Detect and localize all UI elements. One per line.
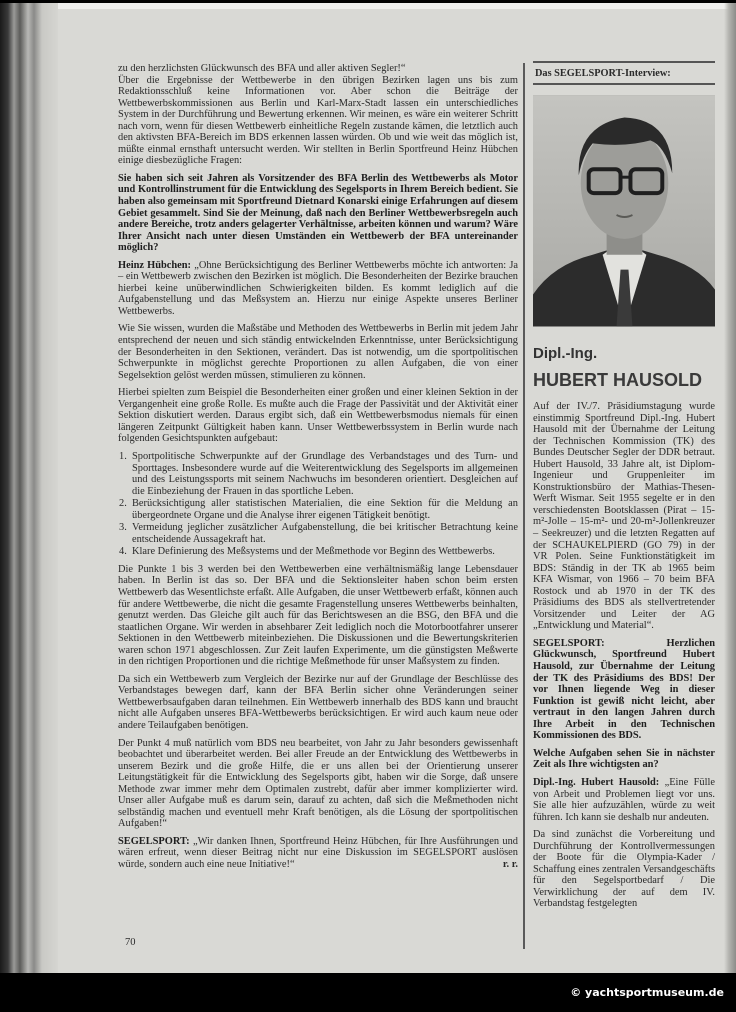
closing-paragraph xyxy=(118,836,518,871)
magazine-page xyxy=(0,3,736,973)
list-text: Vermeidung jeglicher zusätzlicher Aufgabenstellung, die bei kritischer Betrachtung keine entscheidende Aussagekraft hat. xyxy=(132,522,518,545)
person-name: HUBERT HAUSOLD xyxy=(533,370,702,390)
interview-question xyxy=(533,748,715,771)
interview-question xyxy=(118,173,518,254)
list-text: Sportpolitische Schwerpunkte auf der Grundlage des Verbandstages und des Turn- und Sporttages. Insbesondere wurde auf die Weiterentwicklung des Segelsports im allgemeinen und des Leistungssports mit seinem Nachwuchs im besonderen orientiert. Desgleichen auf die Einbeziehung der Frauen in das sportliche Leben. xyxy=(132,450,518,497)
list-item xyxy=(118,522,518,545)
answer-paragraph: Da sich ein Wettbewerb zum Vergleich der Bezirke nur auf der Grundlage der Beschlüsse des Verbandstages bewegen darf, kann der BFA Berlin sicher ohne Veränderungen seiner Wettbewerbsaufgaben daran teilnehmen. Ein Wettbewerb innerhalb des BDS kann und braucht nicht alle Aufgaben unseres BFA-Wettbewerbs berücksichtigen. Er wird auch kaum neue oder andere Teilaufgaben benötigen. xyxy=(118,673,518,731)
answer-paragraph: Die Punkte 1 bis 3 werden bei den Wettbewerben eine verhältnismäßig lange Lebensdauer haben. In Berlin ist das so. Der BFA und die Sektionsleiter haben schon beim ersten Wettbewerb das Wesentlichste erfaßt. Alle Aufgaben, die unser Wettbewerb erfaßt, können auch für andere Wettbewerbe, die nicht die gesamte Fragenstellung unseres Wettbewerbs beinhalten, genutzt werden. Das Gleiche gilt auch für das Berichtswesen an die BSG, den BFA und die staatlichen Organe. Wir werden in absehbarer Zeit lediglich noch die Motorbootfahrer unserer Sektionen in den Wettbewerb miteinbeziehen. Die Diskussionen und die Bewertungskriterien waren schon 1971 abgeschlossen. Zur Zeit laufen Experimente, um die günstigsten Meßwerte in den richtigen Proportionen und die richtige Meßmethode für unser Maßsystem zu finden. xyxy=(118,563,518,668)
answer-paragraph: Hierbei spielten zum Beispiel die Besonderheiten einer großen und einer kleinen Sektion in der Vergangenheit eine große Rolle. Es mußte auch die Frage der Passivität und der Aktivität einer Sektion diskutiert werden. Daraus ergibt sich, daß ein Wettbewerbsmodus niemals für einen längeren Zeitpunkt Gültigkeit haben kann. Unser Wettbewerbssystem in Berlin wurde nach folgenden Gesichtspunkten aufgebaut: xyxy=(118,387,518,445)
copyright-watermark: © yachtsportmuseum.de xyxy=(570,986,724,999)
closing-text: „Wir danken Ihnen, Sportfreund Heinz Hübchen, für Ihre Ausführungen und wären erfreut, wenn dieser Beitrag nicht nur eine Diskussion im SEGELSPORT auslösen würde, sondern auch eine neue Initiative!“ xyxy=(118,835,518,870)
question-text: Welche Aufgaben sehen Sie in nächster Zeit als Ihre wichtigsten an? xyxy=(533,747,715,771)
speaker-label: SEGELSPORT: xyxy=(118,835,190,847)
side-column xyxy=(533,61,715,916)
list-number: 3. xyxy=(119,522,127,534)
list-number: 4. xyxy=(119,546,127,558)
side-article-text xyxy=(533,401,715,910)
list-item xyxy=(118,451,518,497)
answer-paragraph: Wie Sie wissen, wurden die Maßstäbe und Methoden des Wettbewerbs in Berlin mit jedem Jahr entsprechend der neuen und sich ständig entwickelnden Erkenntnisse, unter Berücksichtigung der Besonderheiten in den Sektionen, verändert. Das ist notwendig, um die sportpolitischen Schwerpunkte in möglichst gerechte Proportionen zu allen Aufgaben, die von einer Segelsektion gelöst werden müssen, stimulieren zu können. xyxy=(118,323,518,381)
answer-paragraph: Der Punkt 4 muß natürlich vom BDS neu bearbeitet, von Jahr zu Jahr besonders gewissenhaft beobachtet und überarbeitet werden. Bei aller Freude an der Entwicklung des Wettbewerbs in unserem Bezirk und die große Hilfe, die er uns allen bei der Orientierung unserer Leitungstätigkeit für die Entwicklung des Segelsports gibt, haben wir die Sorge, daß unsere Methode zwar immer mehr dem Optimalen zustrebt, dafür aber immer komplizierter wird. Unser aller Aufgabe muß es darum sein, darauf zu achten, daß sich die Meßmethoden nicht selbständig machen und eventuell mehr Kraft benötigen, als die Lösung der sportpolitischen Aufgaben!“ xyxy=(118,737,518,830)
criteria-list xyxy=(118,451,518,558)
author-signature: r. r. xyxy=(502,859,518,870)
scan-edge xyxy=(0,3,736,9)
list-text: Berücksichtigung aller statistischen Materialien, die eine Sektion für die Meldung an übergeordnete Organe und die Analyse ihrer eigenen Tätigkeit benötigt. xyxy=(132,498,518,521)
name-prefix: Dipl.-Ing. xyxy=(533,345,598,362)
list-text: Klare Definierung des Meßsystems und der Meßmethode vor Beginn des Wettbewerbs. xyxy=(132,546,495,558)
main-article-column xyxy=(118,63,518,877)
list-number: 1. xyxy=(119,450,127,462)
page-number: 70 xyxy=(125,937,136,948)
list-number: 2. xyxy=(119,498,127,510)
speaker-label: Dipl.-Ing. Hubert Hausold: xyxy=(533,776,660,788)
greeting-text: SEGELSPORT: Herzlichen Glückwunsch, Sportfreund Hubert Hausold, zur Übernahme der Leitung der TK des Präsidiums des BDS! Der vor Ihnen liegende Weg in dieser Funktion ist gewiß nicht leicht, aber vertraut in den langen Jahren durch Ihre Arbeit in den Technischen Kommissionen des BDS. xyxy=(533,637,715,742)
page-fold-shadow xyxy=(724,3,736,973)
speaker-label: Heinz Hübchen: xyxy=(118,259,192,271)
section-heading: Das SEGELSPORT-Interview: xyxy=(535,68,671,79)
greeting-paragraph xyxy=(533,638,715,742)
portrait-photo xyxy=(533,95,715,327)
opening-line: zu den herzlichsten Glückwunsch des BFA und aller aktiven Segler!“ xyxy=(118,63,406,74)
divider xyxy=(533,83,715,85)
list-item xyxy=(118,546,518,558)
list-item xyxy=(118,498,518,521)
question-text: Sie haben sich seit Jahren als Vorsitzender des BFA Berlin des Wettbewerbs als Motor und Kontrollinstrument für die Entwicklung des Segelsports in Ihrem Bereich bedient. Sie haben also gemeinsam mit Sportfreund Dietnard Konarski einige Erfahrungen auf diesem Gebiet gesammelt. Sind Sie der Meinung, daß nach den Berliner Wettbewerbsregeln auch andere Bereiche, trotz anders gelagerter Verhältnisse, arbeiten können und warum? Wäre Ihrer Ansicht nach unter diesen Umständen ein Wettbewerb der BFA untereinander möglich? xyxy=(118,172,518,254)
intro-paragraph: Über die Ergebnisse der Wettbewerbe in den übrigen Bezirken lagen uns bis zum Redaktionsschluß keine Informationen vor. Aber schon die Beiträge der Wettbewerbskommissionen aus Berlin und Karl-Marx-Stadt lassen ein unterschiedliches System in der Durchführung und Bewertung erkennen. Wir meinen, es wäre ein weiterer Schritt nach vorn, wenn für diesen Wettbewerb einheitliche Regeln zustande kämen, die letztlich auch den aktivsten BFA-Bereich im BDS erkennen lassen würden. Ob und wie weit das möglich ist, müßte einmal ernsthaft untersucht werden. Wir stellten in Berlin Sportfreund Heinz Hübchen einige diesbezügliche Fragen: xyxy=(118,74,518,167)
column-divider xyxy=(523,63,525,949)
answer-paragraph xyxy=(533,777,715,823)
answer-paragraph xyxy=(118,260,518,318)
answer-text: „Eine Fülle von Arbeit und Problemen liegt vor uns. Sie alle hier aufzuzählen, würde zu weit führen. Ich kann sie deshalb nur andeuten. xyxy=(533,776,715,823)
bio-paragraph: Auf der IV./7. Präsidiumstagung wurde einstimmig Sportfreund Dipl.-Ing. Hubert Hausold mit der Übernahme der Leitung der Technischen Kommission (TK) des Bundes Deutscher Segler der DDR betraut. Hubert Hausold, 33 Jahre alt, ist Diplom-Ingenieur und Gruppenleiter im Konstruktionsbüro der Mathias-Thesen-Werft Wismar. Seit 1955 segelte er in den verschiedensten Bootsklassen (Pirat – 15-m²-Jolle – 15-m²- und 20-m²-Jollenkreuzer – Seekreuzer) und die letzten Regatten auf der SCHAUKELPIERD (GO 79) in der VR Polen. Seine Funktionstätigkeit im BDS: Ständig in der TK ab 1965 beim KFA Wismar, von 1966 – 70 beim BFA Rostock und ab 1970 in der TK des Präsidiums des BDS als stellvertretender Vorsitzender und Leiter der AG „Entwicklung und Material“. xyxy=(533,401,715,632)
portrait-image xyxy=(533,95,715,327)
book-binding-edge xyxy=(0,3,58,973)
answer-paragraph: Da sind zunächst die Vorbereitung und Durchführung der Kontrollvermessungen der Boote für die Olympia-Kader / Schaffung eines zentralen Versandgeschäfts für den Segelsportbedarf / Die Verwirklichung der auf dem IV. Verbandstag festgelegten xyxy=(533,829,715,910)
answer-text: „Ohne Berücksichtigung des Berliner Wettbewerbs möchte ich antworten: Ja – ein Wettbewerb zwischen den Bezirken ist möglich. Die Besonderheiten der Bezirke brauchen hierbei keine unüberwindlichen Schwierigkeiten bilden. Es kommt lediglich auf die Aufgabenstellung und das Meßsystem an. Hierzu nur einige Aspekte unseres Berliner Wettbewerbs. xyxy=(118,259,518,317)
